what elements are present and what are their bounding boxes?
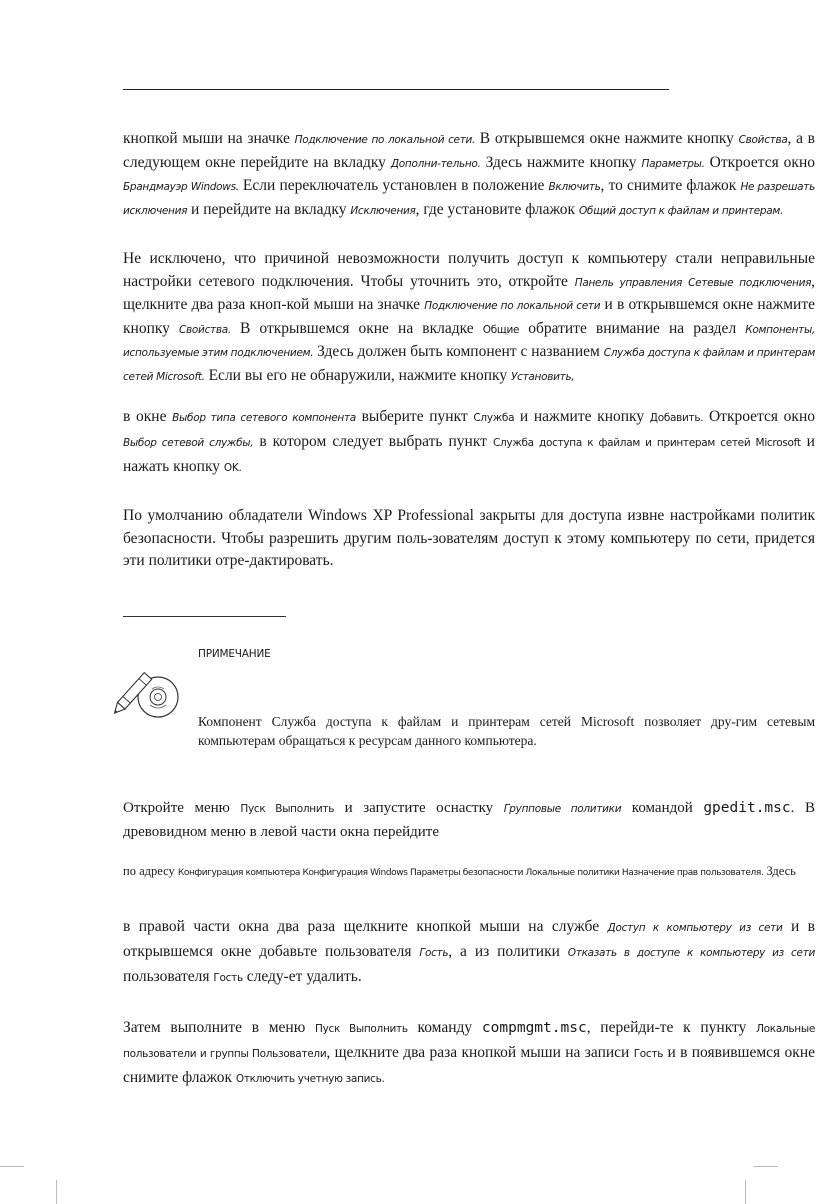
cd-pencil-icon xyxy=(112,663,188,723)
crop-mark xyxy=(56,1180,57,1204)
text: . В древовидном меню в левой части окна перейдите xyxy=(123,800,815,840)
text: Здесь должен быть компонент с названием xyxy=(313,343,604,360)
ui-term: Служба доступа к файлам и принтерам сетей Microsoft xyxy=(492,437,801,449)
text: Откройте меню xyxy=(123,800,241,816)
text: и нажать кнопку xyxy=(123,433,815,475)
text: команду xyxy=(407,1019,482,1036)
text: выберите пункт xyxy=(355,408,474,425)
ui-term: Пуск Выполнить xyxy=(240,803,335,815)
text: Затем выполните в меню xyxy=(123,1019,316,1036)
ui-term: Выбор типа сетевого компонента xyxy=(172,412,356,424)
text: и в появившемся окне снимите флажок xyxy=(123,1044,815,1086)
top-rule xyxy=(123,89,669,90)
ui-term: Не разрешать исключения xyxy=(123,181,815,217)
ui-term: Компоненты, используемые этим подключением. xyxy=(123,323,815,359)
ui-term: Пуск Выполнить xyxy=(315,1023,408,1035)
ui-term: Общие xyxy=(482,323,520,336)
footnote-rule xyxy=(123,616,286,617)
text: , где установите флажок xyxy=(415,200,579,218)
paragraph-2 xyxy=(123,248,815,388)
text: , то снимите флажок xyxy=(600,177,741,194)
ui-term: Включить xyxy=(548,181,601,193)
text: пользователя xyxy=(123,968,214,985)
text: по адресу xyxy=(123,864,178,878)
paragraph-1 xyxy=(123,128,815,222)
text: и перейдите на вкладку xyxy=(187,200,351,218)
ui-term: Служба xyxy=(473,412,515,424)
text: Не исключено, что причиной невозможности получить доступ к компьютеру стали неправильные настройки сетевого подключения. Чтобы уточнить это, откройте xyxy=(123,250,815,290)
note-text: Компонент Служба доступа к файлам и принтерам сетей Microsoft позволяет дру-гим сетевым компьютерам обращаться к ресурсам данного компьютера. xyxy=(198,714,815,748)
ui-term: Служба доступа к файлам и принтерам сетей Microsoft. xyxy=(123,347,816,383)
crop-mark xyxy=(0,1166,24,1167)
ui-term: Доступ к компьютеру из сети xyxy=(607,922,783,934)
text: кнопкой мыши на значке xyxy=(123,130,295,147)
paragraph-6 xyxy=(123,862,815,882)
text: в котором следует выбрать пункт xyxy=(253,433,493,450)
text: следу-ет удалить. xyxy=(242,968,362,985)
ui-term: Подключение по локальной сети. xyxy=(294,134,476,146)
text: и запустите оснастку xyxy=(334,800,504,816)
text: Если вы его не обнаружили, нажмите кнопку xyxy=(204,366,511,384)
ui-term: Общий доступ к файлам и принтерам. xyxy=(578,204,784,217)
ui-term: Свойства. xyxy=(179,323,231,336)
paragraph-4 xyxy=(123,505,815,573)
text: и в открывшемся окне добавьте пользователя xyxy=(123,918,815,960)
text: командой xyxy=(621,800,704,816)
text: , а в следующем окне перейдите на вкладку xyxy=(123,130,815,171)
ui-term: Исключения xyxy=(350,204,416,217)
text: Откроется окно xyxy=(703,408,816,425)
ui-term: Гость xyxy=(633,1048,664,1060)
ui-term: Гость xyxy=(213,972,243,984)
ui-term: Отказать в доступе к компьютеру из сети xyxy=(567,947,815,959)
text: в правой части окна два раза щелкните кнопкой мыши на службе xyxy=(123,918,608,935)
ui-term: Установить, xyxy=(511,370,575,383)
text: По умолчанию обладатели Windows XP Professional закрыты для доступа извне настройками политик безопасности. Чтобы разрешить другим поль-зователям доступ к этому компьютеру по сети, придется эти политики отре-дактировать. xyxy=(123,507,815,569)
text: , щелкните два раза кнопкой мыши на записи xyxy=(326,1044,634,1061)
ui-term: Выбор сетевой службы, xyxy=(123,437,254,449)
paragraph-5 xyxy=(123,797,815,843)
ui-term: Брандмауэр Windows. xyxy=(123,181,239,193)
ui-term: Подключение по локальной сети xyxy=(424,300,601,312)
text: в окне xyxy=(123,408,173,425)
text: и в открывшемся окне нажмите кнопку xyxy=(123,296,815,337)
ui-term: Гость xyxy=(419,947,449,959)
command-code: gpedit.msc xyxy=(703,800,791,816)
ui-term: OK. xyxy=(223,462,242,474)
text: Если переключатель установлен в положение xyxy=(238,177,549,194)
text: , а из политики xyxy=(448,943,568,960)
command-code: compmgmt.msc xyxy=(481,1020,587,1036)
text: Откроется окно xyxy=(704,153,815,171)
ui-term: Локальные пользователи и группы Пользователи xyxy=(123,1023,815,1060)
crop-mark xyxy=(754,1166,778,1167)
ui-term: Конфигурация компьютера Конфигурация Windows Параметры безопасности Локальные политики Назначение прав пользователя. xyxy=(177,868,764,878)
note-label: ПРИМЕЧАНИЕ xyxy=(198,648,271,660)
ui-term: Добавить. xyxy=(649,412,704,424)
ui-term: Групповые политики xyxy=(503,803,622,815)
ui-term: Отключить учетную запись. xyxy=(235,1073,385,1085)
ui-term: Параметры. xyxy=(641,157,705,170)
text: , перейди-те к пункту xyxy=(586,1019,757,1036)
text: Здесь xyxy=(763,864,796,878)
paragraph-3 xyxy=(123,405,815,480)
ui-term: Панель управления Сетевые подключения xyxy=(574,276,812,289)
text: В открывшемся окне нажмите кнопку xyxy=(475,130,739,147)
ui-term: Дополни-тельно. xyxy=(390,157,481,170)
text: В открывшемся окне на вкладке xyxy=(230,319,483,337)
text: обратите внимание на раздел xyxy=(519,319,746,337)
text: и нажмите кнопку xyxy=(514,408,650,425)
crop-mark xyxy=(745,1180,746,1204)
paragraph-8 xyxy=(123,1016,815,1091)
ui-term: Свойства xyxy=(738,134,788,146)
paragraph-7 xyxy=(123,915,815,990)
text: , щелкните два раза кноп-кой мыши на значке xyxy=(123,272,815,313)
text: Здесь нажмите кнопку xyxy=(480,153,642,171)
